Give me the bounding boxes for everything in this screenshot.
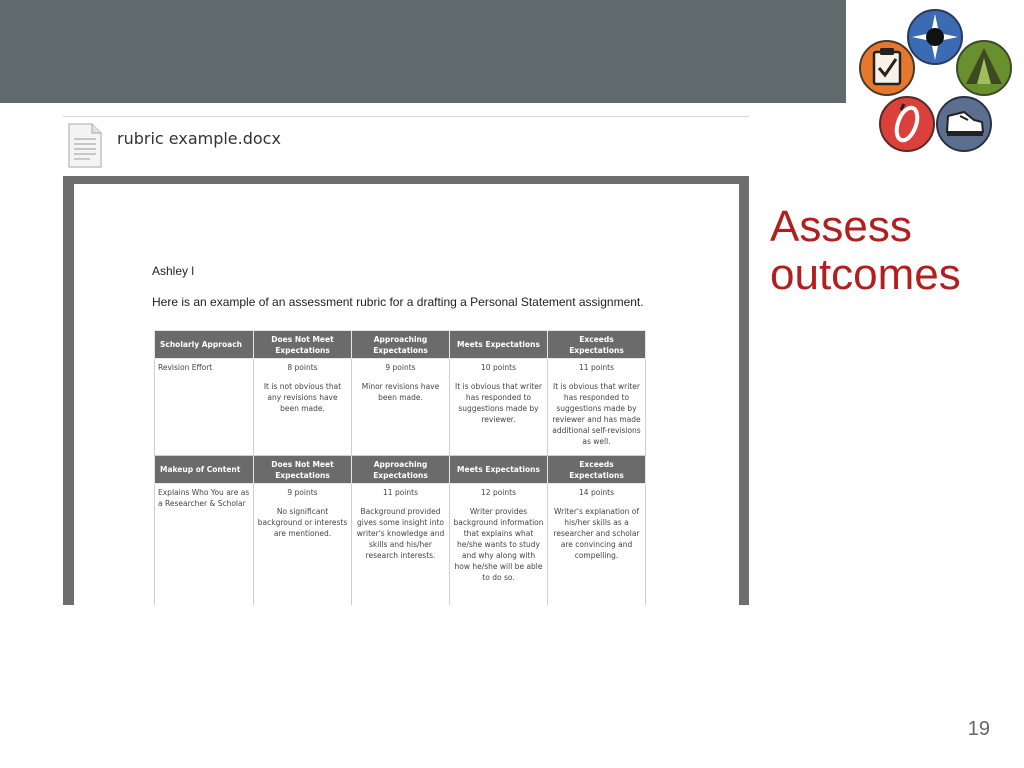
rubric-points: 11 points — [383, 488, 418, 497]
rubric-points: 11 points — [579, 363, 614, 372]
rubric-header-cell: Exceeds Expectations — [548, 456, 646, 484]
rubric-description: Minor revisions have been made. — [361, 382, 440, 402]
document-greeting: Ashley l — [152, 264, 195, 278]
rubric-criterion: Explains Who You are as a Researcher & Scholar — [155, 484, 254, 606]
rubric-cell — [548, 484, 646, 606]
rubric-cell — [352, 359, 450, 456]
rubric-description: It is obvious that writer has responded to suggestions made by reviewer. — [455, 382, 542, 424]
slide-title-line: outcomes — [770, 250, 961, 299]
rubric-description: No significant background or interests are mentioned. — [257, 507, 348, 538]
brand-logo — [846, 0, 1024, 160]
document-intro: Here is an example of an assessment rubric for a drafting a Personal Statement assignment. — [152, 295, 644, 309]
document-icon — [68, 123, 102, 168]
rubric-header-cell: Scholarly Approach — [155, 331, 254, 359]
rubric-cell — [352, 484, 450, 606]
rubric-description: Writer provides background information that explains what he/she wants to study and why along with how he/she will be able to do so. — [453, 507, 544, 582]
hiking-boot-icon — [937, 97, 991, 151]
rubric-header-cell: Approaching Expectations — [352, 456, 450, 484]
rubric-cell — [254, 359, 352, 456]
viewer-gap — [63, 176, 749, 184]
rubric-points: 9 points — [287, 488, 318, 497]
viewer-header — [63, 116, 749, 176]
rubric-header-cell: Meets Expectations — [450, 331, 548, 359]
page-number: 19 — [967, 718, 990, 740]
rubric-header-cell: Exceeds Expectations — [548, 331, 646, 359]
rubric-cell — [548, 359, 646, 456]
rubric-header-row — [155, 331, 646, 359]
rubric-table — [154, 330, 646, 605]
document-page — [74, 184, 739, 605]
rubric-criterion: Revision Effort — [155, 359, 254, 456]
rubric-points: 12 points — [481, 488, 516, 497]
table-row — [155, 484, 646, 606]
rubric-header-cell: Approaching Expectations — [352, 331, 450, 359]
rubric-points: 8 points — [287, 363, 318, 372]
carabiner-icon — [880, 97, 934, 151]
rubric-description: Background provided gives some insight into writer's knowledge and skills and his/her research interests. — [356, 507, 445, 560]
rubric-header-cell: Does Not Meet Expectations — [254, 456, 352, 484]
file-name[interactable]: rubric example.docx — [117, 129, 281, 148]
rubric-cell — [450, 359, 548, 456]
compass-star-icon — [908, 10, 962, 64]
rubric-cell — [254, 484, 352, 606]
rubric-cell — [450, 484, 548, 606]
tent-icon — [957, 41, 1011, 95]
rubric-description: Writer's explanation of his/her skills as a researcher and scholar are convincing and compelling. — [553, 507, 640, 560]
rubric-description: It is not obvious that any revisions have been made. — [263, 382, 342, 413]
slide-title — [770, 203, 1020, 299]
rubric-description: It is obvious that writer has responded to suggestions made by reviewer and has made additional self-revisions as well. — [552, 382, 641, 446]
clipboard-check-icon — [860, 41, 914, 95]
rubric-points: 10 points — [481, 363, 516, 372]
rubric-header-cell: Makeup of Content — [155, 456, 254, 484]
table-row — [155, 359, 646, 456]
header-band — [0, 0, 846, 103]
rubric-header-cell: Meets Expectations — [450, 456, 548, 484]
document-viewer-screenshot — [63, 116, 749, 605]
rubric-points: 9 points — [385, 363, 416, 372]
rubric-header-row — [155, 456, 646, 484]
rubric-header-cell: Does Not Meet Expectations — [254, 331, 352, 359]
rubric-points: 14 points — [579, 488, 614, 497]
slide-title-line: Assess — [770, 202, 912, 251]
